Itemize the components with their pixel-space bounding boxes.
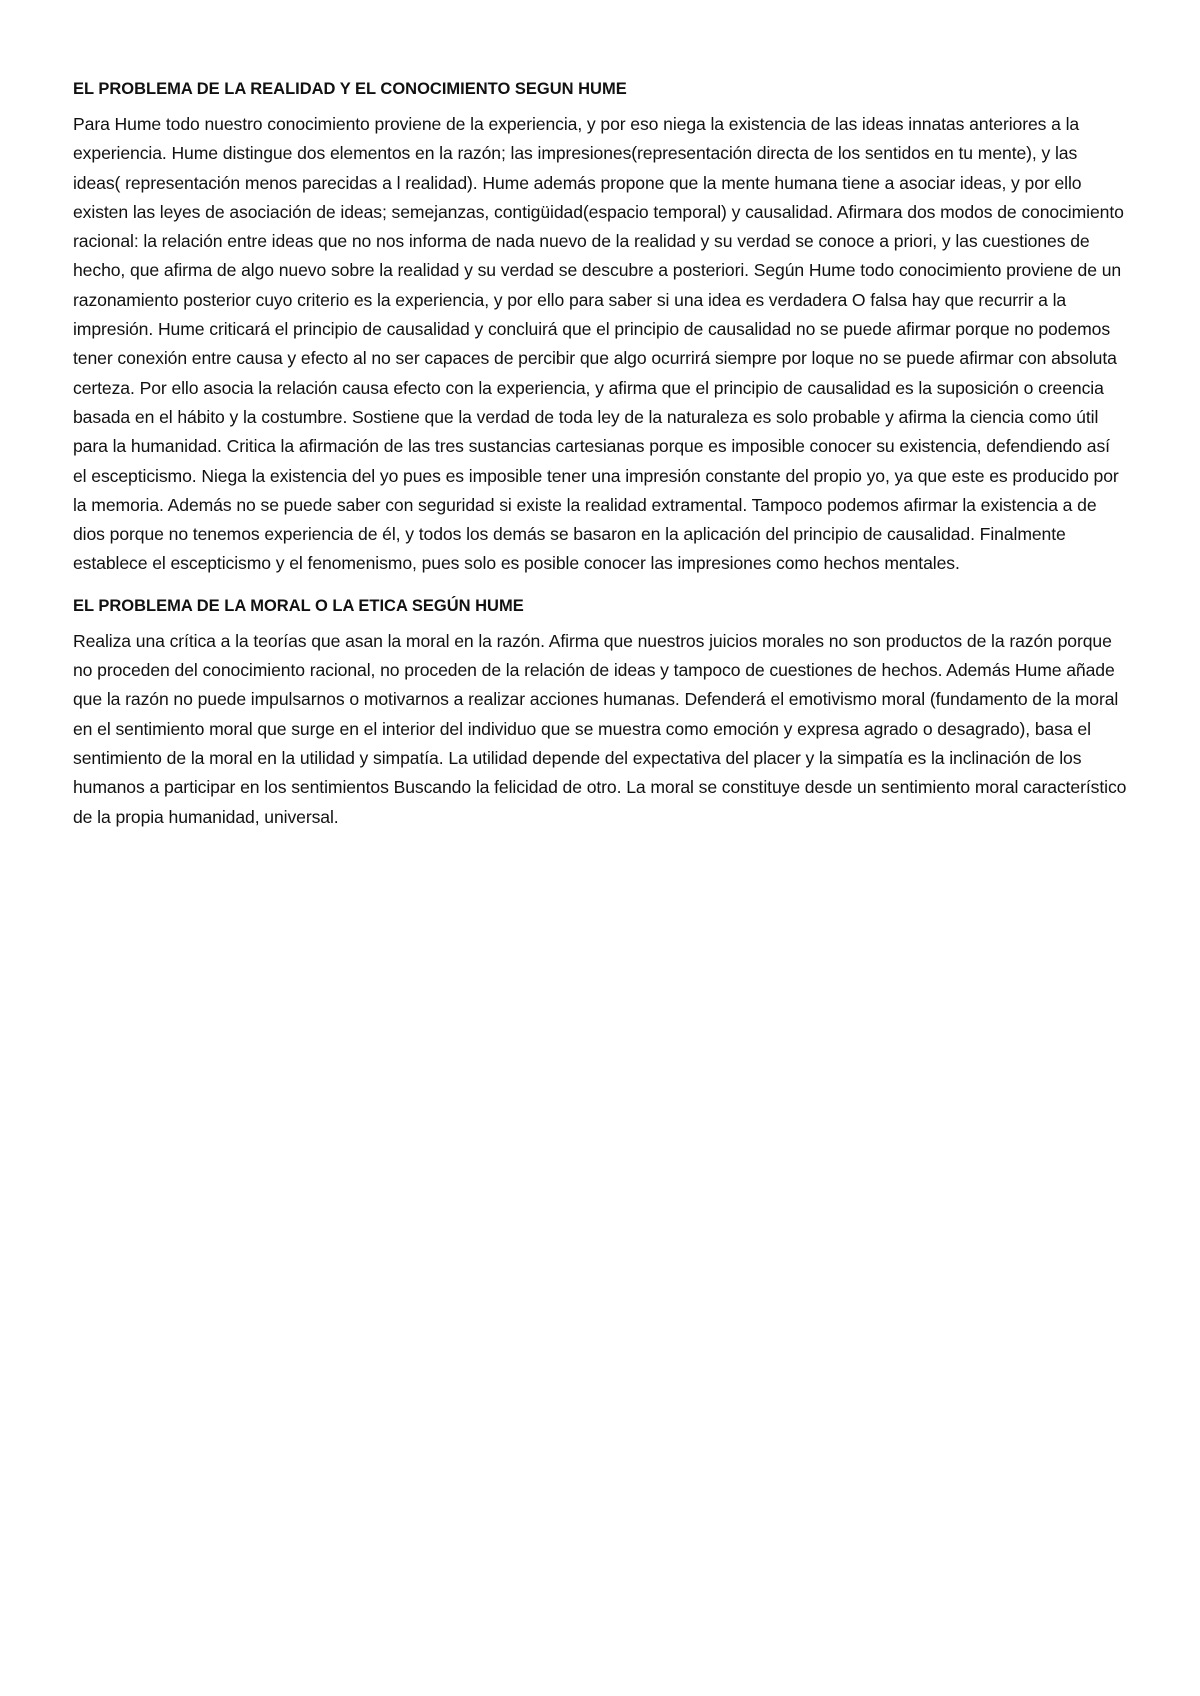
section-paragraph-realidad: Para Hume todo nuestro conocimiento proviene de la experiencia, y por eso niega la existencia de las ideas innatas anteriores a la experiencia. Hume distingue dos elementos en la razón; las impresiones(representación directa de los sentidos en tu mente), y las ideas( representación menos parecidas a l realidad). Hume además propone que la mente humana tiene a asociar ideas, y por ello existen las leyes de asociación de ideas; semejanzas, contigüidad(espacio temporal) y causalidad. Afirmara dos modos de conocimiento racional: la relación entre ideas que no nos informa de nada nuevo de la realidad y su verdad se conoce a priori, y las cuestiones de hecho, que afirma de algo nuevo sobre la realidad y su verdad se descubre a posteriori. Según Hume todo conocimiento proviene de un razonamiento posterior cuyo criterio es la experiencia, y por ello para saber si una idea es verdadera O falsa hay que recurrir a la impresión. Hume criticará el principio de causalidad y concluirá que el principio de causalidad no se puede afirmar porque no podemos tener conexión entre causa y efecto al no ser capaces de percibir que algo ocurrirá siempre por loque no se puede afirmar con absoluta certeza. Por ello asocia la relación causa efecto con la experiencia, y afirma que el principio de causalidad es la suposición o creencia basada en el hábito y la costumbre. Sostiene que la verdad de toda ley de la naturaleza es solo probable y afirma la ciencia como útil para la humanidad. Critica la afirmación de las tres sustancias cartesianas porque es imposible conocer su existencia, defendiendo así el escepticismo. Niega la existencia del yo pues es imposible tener una impresión constante del propio yo, ya que este es producido por la memoria. Además no se puede saber con seguridad si existe la realidad extramental. Tampoco podemos afirmar la existencia a de dios porque no tenemos experiencia de él, y todos los demás se basaron en la aplicación del principio de causalidad. Finalmente establece el escepticismo y el fenomenismo, pues solo es posible conocer las impresiones como hechos mentales. xyxy=(73,114,1124,574)
section-heading-realidad: EL PROBLEMA DE LA REALIDAD Y EL CONOCIMIENTO SEGUN HUME xyxy=(73,80,627,98)
section-paragraph-moral: Realiza una crítica a la teorías que asan la moral en la razón. Afirma que nuestros juicios morales no son productos de la razón porque no proceden del conocimiento racional, no proceden de la relación de ideas y tampoco de cuestiones de hechos. Además Hume añade que la razón no puede impulsarnos o motivarnos a realizar acciones humanas. Defenderá el emotivismo moral (fundamento de la moral en el sentimiento moral que surge en el interior del individuo que se muestra como emoción y expresa agrado o desagrado), basa el sentimiento de la moral en la utilidad y simpatía. La utilidad depende del expectativa del placer y la simpatía es la inclinación de los humanos a participar en los sentimientos Buscando la felicidad de otro. La moral se constituye desde un sentimiento moral característico de la propia humanidad, universal. xyxy=(73,630,1127,827)
section-heading-moral: EL PROBLEMA DE LA MORAL O LA ETICA SEGÚN HUME xyxy=(73,596,524,615)
